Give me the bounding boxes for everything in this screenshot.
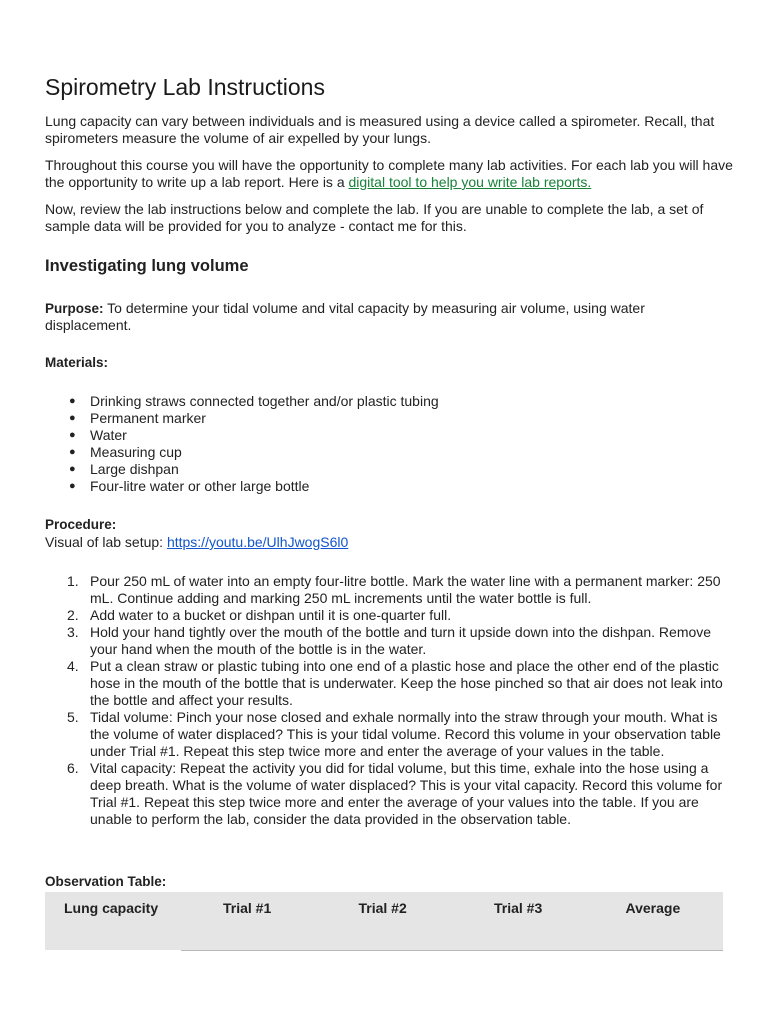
intro-paragraph-1: Lung capacity can vary between individuals and is measured using a device called a spirometer. Recall, that spirometers measure the volume of air expelled by your lungs. <box>45 113 715 146</box>
intro-paragraph-2 <box>45 157 735 191</box>
intro-paragraph-2-text: Throughout this course you will have the opportunity to complete many lab activities. For each lab you will have the opportunity to write up a lab report. Here is a <box>45 157 733 190</box>
list-item: 6. Vital capacity: Repeat the activity you did for tidal volume, but this time, exhale into the hose using a deep breath. What is the volume of water displaced? This is your vital capacity. Record this volume for Trial #1. Repeat this step twice more and enter the average of your values into the table. If you are unable to perform the lab, consider the data provided in the observation table. <box>67 760 723 827</box>
column-header-trial-2: Trial #2 <box>317 892 453 950</box>
list-item: ● Four-litre water or other large bottle <box>45 478 735 495</box>
table-header-row <box>45 892 723 950</box>
list-item: ● Permanent marker <box>45 410 735 427</box>
list-item: ● Measuring cup <box>45 444 735 461</box>
step-text: Pour 250 mL of water into an empty four-litre bottle. Mark the water line with a permanent marker: 250 mL. Continue adding and marking 250 mL increments until the water bottle is full. <box>90 573 721 606</box>
page-title: Spirometry Lab Instructions <box>45 74 325 100</box>
list-item: ● Large dishpan <box>45 461 735 478</box>
list-item: ● Drinking straws connected together and/or plastic tubing <box>45 393 735 410</box>
list-item: 3. Hold your hand tightly over the mouth of the bottle and turn it upside down into the dishpan. Remove your hand when the mouth of the bottle is in the water. <box>67 624 712 657</box>
intro-paragraph-3: Now, review the lab instructions below and complete the lab. If you are unable to complete the lab, a set of sample data will be provided for you to analyze - contact me for this. <box>45 201 704 234</box>
observation-table <box>45 892 723 951</box>
section-heading: Investigating lung volume <box>45 257 249 275</box>
procedure-label: Procedure: <box>45 517 117 532</box>
document-page <box>45 72 735 951</box>
column-header-trial-3: Trial #3 <box>452 892 588 950</box>
procedure-steps <box>45 573 735 828</box>
list-item: 2. Add water to a bucket or dishpan until it is one-quarter full. <box>67 607 452 623</box>
step-text: Add water to a bucket or dishpan until it is one-quarter full. <box>90 607 452 623</box>
list-item: 1. Pour 250 mL of water into an empty four-litre bottle. Mark the water line with a permanent marker: 250 mL. Continue adding and marking 250 mL increments until the water bottle is full. <box>67 573 721 606</box>
visual-setup-line <box>45 534 735 551</box>
column-header-average: Average <box>588 892 724 950</box>
purpose-text: To determine your tidal volume and vital capacity by measuring air volume, using water displacement. <box>45 300 645 333</box>
purpose-paragraph <box>45 300 735 334</box>
materials-list <box>45 393 735 495</box>
materials-label: Materials: <box>45 355 109 370</box>
video-link[interactable]: https://youtu.be/UlhJwogS6l0 <box>166 534 349 550</box>
purpose-label: Purpose: <box>45 301 104 316</box>
column-header-trial-1: Trial #1 <box>181 892 317 950</box>
list-item: ● Water <box>45 427 735 444</box>
step-text: Hold your hand tightly over the mouth of the bottle and turn it upside down into the dishpan. Remove your hand when the mouth of the bottle is in the water. <box>90 624 712 657</box>
lab-report-tool-link-period[interactable]: . <box>587 174 592 190</box>
step-text: Vital capacity: Repeat the activity you did for tidal volume, but this time, exhale into the hose using a deep breath. What is the volume of water displaced? This is your vital capacity. Record this volume for Trial #1. Repeat this step twice more and enter the average of your values into the table. If you are unable to perform the lab, consider the data provided in the observation table. <box>90 760 723 827</box>
lab-report-tool-link[interactable]: digital tool to help you write lab reports <box>348 174 588 190</box>
step-text: Put a clean straw or plastic tubing into one end of a plastic hose and place the other end of the plastic hose in the mouth of the bottle that is underwater. Keep the hose pinched so that air does not leak into the bottle and affect your results. <box>90 658 723 708</box>
observation-table-label: Observation Table: <box>45 874 167 889</box>
step-text: Tidal volume: Pinch your nose closed and exhale normally into the straw through your mouth. What is the volume of water displaced? This is your tidal volume. Record this volume in your observation table under Trial #1. Repeat this step twice more and enter the average of your values in the table. <box>90 709 721 759</box>
column-header-lung-capacity: Lung capacity <box>45 892 181 950</box>
list-item: 4. Put a clean straw or plastic tubing into one end of a plastic hose and place the other end of the plastic hose in the mouth of the bottle that is underwater. Keep the hose pinched so that air does not leak into the bottle and affect your results. <box>67 658 723 708</box>
visual-setup-label: Visual of lab setup: <box>45 534 167 550</box>
list-item: 5. Tidal volume: Pinch your nose closed and exhale normally into the straw through your mouth. What is the volume of water displaced? This is your tidal volume. Record this volume in your observation table under Trial #1. Repeat this step twice more and enter the average of your values in the table. <box>67 709 721 759</box>
